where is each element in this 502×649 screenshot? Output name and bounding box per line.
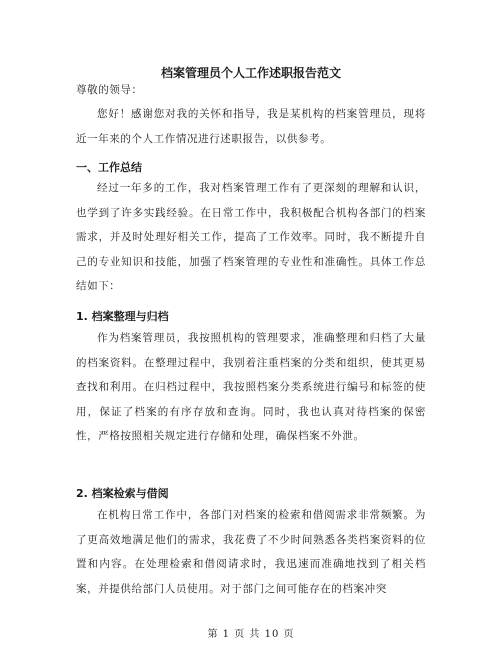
subsection-1-body: 作为档案管理员，我按照机构的管理要求，准确整理和归档了大量的档案资料。在整理过程中，我别着注重档案的分类和组织，使其更易查找和利用。在归档过程中，我按照档案分类系统进行编号和标签的使用，保证了档案的有序存放和查询。同时，我也认真对待档案的保密性，严格按照相关规定进行存储和处理，确保档案不外泄。 — [76, 332, 426, 442]
section-1-heading: 一、工作总结 — [76, 161, 142, 174]
subsection-2-body: 在机构日常工作中，各部门对档案的检索和借阅需求非常频繁。为了更高效地满足他们的需求，我花费了不少时间熟悉各类档案资料的位置和内容。在处理检索和借阅请求时，我迅速而准确地找到了相关档案，并提供给部门人员使用。对于部门之间可能存在的档案冲突 — [76, 509, 426, 595]
subsection-1-heading: 1. 档案整理与归档 — [76, 310, 169, 323]
page-footer: 第 1 页 共 10 页 — [207, 629, 295, 640]
subsection-2-heading: 2. 档案检索与借阅 — [76, 487, 169, 500]
document-title: 档案管理员个人工作述职报告范文 — [160, 66, 341, 80]
section-1-body: 经过一年多的工作，我对档案管理工作有了更深刻的理解和认识，也学到了许多实践经验。在日常工作中，我积极配合机构各部门的档案需求，并及时处理好相关工作，提高了工作效率。同时，我不断提升自己的专业知识和技能，加强了档案管理的专业性和准确性。具体工作总结如下： — [76, 182, 426, 292]
salutation: 尊敬的领导： — [76, 84, 143, 96]
intro-paragraph: 您好！感谢您对我的关怀和指导，我是某机构的档案管理员，现将近一年来的个人工作情况进行述职报告，以供参考。 — [76, 108, 426, 145]
